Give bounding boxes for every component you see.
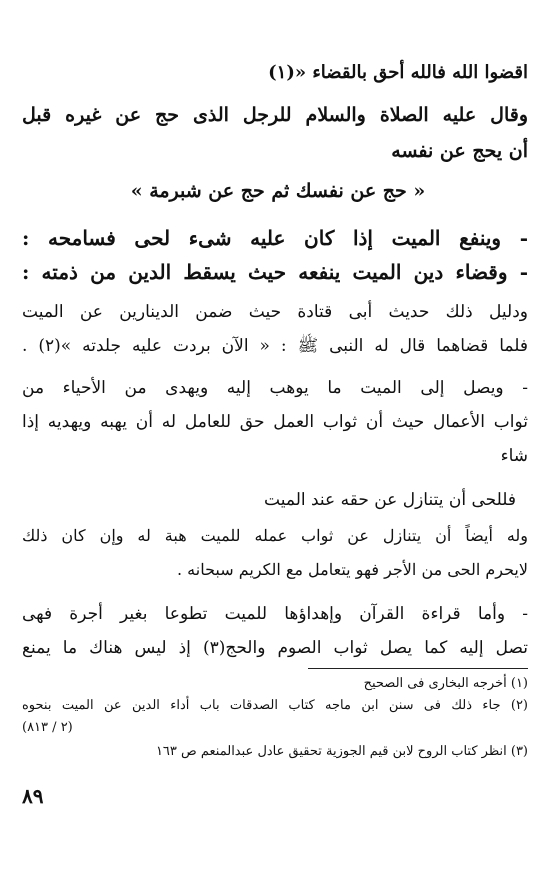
page-number: ٨٩ [22, 784, 44, 808]
body-line: فللحى أن يتنازل عن حقه عند الميت [264, 490, 516, 510]
footnote: (١) أخرجه البخارى فى الصحيح [363, 676, 528, 691]
body-line: لايحرم الحى من الأجر فهو يتعامل مع الكريم سبحانه . [176, 560, 528, 579]
hadith-intro-line: وقال عليه الصلاة والسلام للرجل الذى حج عن غيره قبل [22, 104, 528, 126]
footnote: (٢) جاء ذلك فى سنن ابن ماجه كتاب الصدقات باب أداء الدين عن الميت بنحوه [22, 698, 528, 713]
body-line: - ويصل إلى الميت ما يوهب إليه ويهدى من الأحياء من [22, 378, 528, 398]
body-line: ودليل ذلك حديث أبى قتادة حيث ضمن الدينارين عن الميت [22, 302, 528, 322]
hadith-continuation: اقضوا الله فالله أحق بالقضاء «(١) [268, 62, 528, 83]
body-line: - وأما قراءة القرآن وإهداؤها للميت تطوعا بغير أجرة فهى [22, 604, 528, 624]
hadith-intro-line: أن يحج عن نفسه [391, 140, 528, 162]
hadith-quote: « حج عن نفسك ثم حج عن شبرمة » [130, 180, 426, 202]
section-heading: - وقضاء دين الميت ينفعه حيث يسقط الدين من ذمته : [22, 260, 528, 284]
body-line: وله أيضاً أن يتنازل عن ثواب عمله للميت هبة له وإن كان ذلك [22, 526, 528, 545]
body-line: ثواب الأعمال حيث أن ثواب العمل حق للعامل له أن يهبه ويهديه إذا [22, 412, 528, 432]
footnote: (٢ / ٨١٣) [22, 720, 73, 735]
section-heading: - وينفع الميت إذا كان عليه شىء لحى فسامحه : [22, 226, 528, 250]
footnote: (٣) انظر كتاب الروح لابن قيم الجوزية تحقيق عادل عبدالمنعم ص ١٦٣ [155, 744, 528, 759]
footnote-separator [308, 668, 528, 669]
body-line: تصل إليه كما يصل ثواب الصوم والحج(٣) إذ ليس هناك ما يمنع [22, 638, 528, 658]
body-line: فلما قضاهما قال له النبى ﷺ : « الآن بردت عليه جلدته »(٢) . [22, 336, 528, 356]
body-line: شاء [500, 446, 528, 466]
